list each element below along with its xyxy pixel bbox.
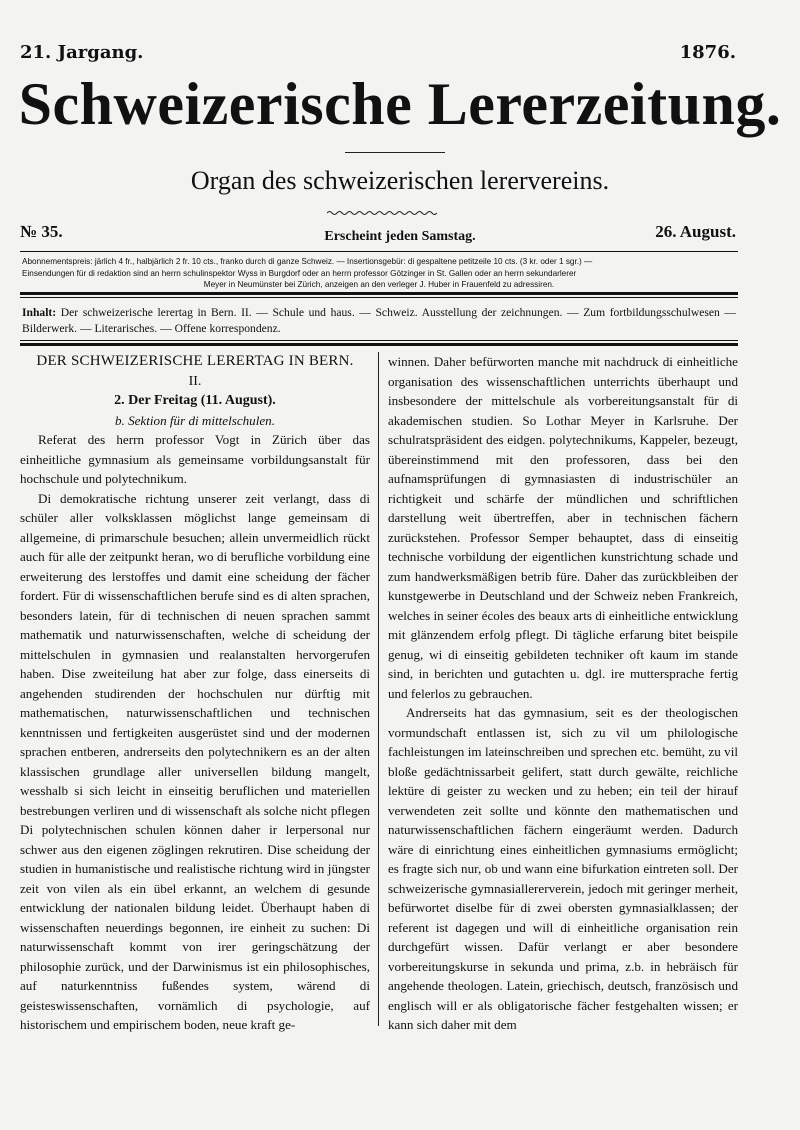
subscription-line-3: Meyer in Neumünster bei Zürich, anzeigen an den verleger J. Huber in Frauenfeld zu adressiren. xyxy=(203,280,555,289)
article-section: b. Sektion für di mittelschulen. xyxy=(114,412,275,428)
subscription-line-2: Einsendungen für di redaktion sind an herrn schulinspektor Wyss in Burgdorf oder an herrn professor Götzinger in St. Gallen oder an herrn sekundarlerer xyxy=(22,268,577,278)
table-of-contents xyxy=(22,305,736,337)
paragraph: winnen. Daher befürworten manche mit nachdruck di einheitliche organisation des wissenschaftlichen unterrichts überhaupt und insbesondere der mittelschule als vorbereitungsanstalt für di akademischen studien. So Lothar Meyer in Karlsruhe. Der schulratspräsident des eidgen. polytechnikums, Kappeler, bezeugt, übereinstimmend mit den professoren, dass bei den aufnamsprüfungen di gymnasiasten di industrischüler an richtigkeit und schärfe der mündlichen und schriftlichen darstellung weit übertreffen, aber in technischen fächern zurückstehen. Professor Semper behauptet, dass di einseitig technische vorbildung der eigentlichen kunstrichtung schade und zum handwerksmäßigen betrib füre. Daher das zurückbleiben der kunstgewerbe in Deutschland und der Schweiz neben Frankreich, welches in seiner écoles des beaux arts di einheitliche entwicklung mit glänzendem erfolg pflegt. Di tägliche erfarung bitet beispile genug, wi di einseitig gebildeten techniker oft kaum im stande sind, in berichten und gutachten u. dgl. ire muttersprache fertig und felerlos zu gebrauchen. xyxy=(388,354,738,701)
header-rule-thin xyxy=(20,297,738,298)
issue-date: 26. August. xyxy=(655,222,736,241)
masthead-rule xyxy=(345,152,445,153)
issue-number: № 35. xyxy=(20,222,63,241)
contents-rule-thick xyxy=(20,343,738,346)
subscription-info xyxy=(22,256,736,291)
masthead-subtitle: Organ des schweizerischen lerervereins. xyxy=(190,166,610,195)
subscription-line-1: Abonnementspreis: järlich 4 fr., halbjärlich 2 fr. 10 cts., franko durch di ganze Schweiz. — Insertionsgebür: di gespaltene petitzeile 10 cts. (3 kr. oder 1 sgr.) — xyxy=(22,257,593,266)
article-subtitle: 2. Der Freitag (11. August). xyxy=(114,393,276,408)
header-rule-thick xyxy=(20,292,738,295)
ornament-wavy-rule xyxy=(327,210,437,216)
volume-number: 21. Jargang. xyxy=(20,42,144,63)
publication-schedule: Erscheint jeden Samstag. xyxy=(324,229,476,244)
article-column-right xyxy=(388,352,738,1035)
paragraph: Di demokratische richtung unserer zeit verlangt, dass di schüler aller volksklassen möglichst lange gemeinsam di allgemeine, di primarschule besuchen; allein unvermeidlich rückt auch für alle der zeitpunkt heran, wo di berufliche vorbildung eine erweiterung des lerstoffes und damit eine scheidung der fächer fordert. Für di wissenschaftlichen berufe sind es di alten sprachen, besonders latein, für di technischen di neuen sprachen sammt mathematik und naturwissenschaften, welche di scheidung der mittelschulen in gymnasien und realanstalten hervorgerufen haben. Dise zweiteilung hat aber zur folge, dass einerseits di angehenden studirenden der hochschulen nur dürftig mit mathematischen, naturwissenschaftlichen und technischen kenntnissen und fertigkeiten ausgerüstet sind und der modernen sprachen entberen, andrerseits den polytechnikern es an der alten klassischen grundlage aller universellen bildung mangelt, wesshalb si sich leicht in einseitig beruflichen und materiellen bestrebungen verliren und di wissenschaft als solche nicht pflegen Di polytechnischen schulen können daher ir lerpersonal nur schwer aus den eigenen zöglingen rekrutiren. Dise scheidung der studien in humanistische und realistische richtung wird in jüngster zeit von vilen als ein übel erkannt, an welchem di gesunde entwicklung der nationalen bildung leidet. Überhaupt haben di wissenschaften neuerdings begonnen, ire einheit zu suchen: Di naturwissenschaft kommt von irer geringschätzung der philosophie zurück, und der Darwinismus ist ein philosophisches, auf naturkenntniss fußendes system, wärend di geisteswissenschaften, vornämlich di psychologie, auf historischem und empirischem boden, neue kraft ge- xyxy=(20,490,370,1032)
masthead-title: Schweizerische Lererzeitung. xyxy=(18,71,782,137)
article-title: DER SCHWEIZERISCHE LERERTAG IN BERN. xyxy=(36,353,354,369)
paragraph: Referat des herrn professor Vogt in Zürich über das einheitliche gymnasium als gemeinsame vorbildungsanstalt für hochschule und polytechnikum. xyxy=(20,432,370,486)
contents-text: Der schweizerische lerertag in Bern. II. — Schule und haus. — Schweiz. Ausstellung der zeichnungen. — Zum fortbildungsschulwesen — Bilderwerk. — Literarisches. — Offene korrespondenz. xyxy=(22,306,736,335)
paragraph: Andrerseits hat das gymnasium, seit es der theologischen vormundschaft entlassen ist, sich zu vil um philologische fachleistungen im lateinschreiben und sprechen etc. bemüht, zu vil bloße gedächtnissarbeit gelifert, statt durch gewälte, reichliche lektüre di geister zu wecken und zu heben; ein teil der hirauf verwendeten zeit sollte und könnte den mathematischen und naturwissenschaftlichen fächern eingeräumt werden. Dadurch wäre di einrichtung eines einheitlichen gymnasiums ermöglicht; es fragte sich nur, ob und wann eine bifurkation eintreten soll. Der schweizerische gymnasiallererverein, jedoch mit geringer merheit, befürwortet diselbe für di zwei obersten gymnasialklassen; der referent ist dagegen und will di einheitliche organisation rein durchgefürt wissen. Dafür verlangt er aber besondere vorbereitungskurse in sekunda und prima, z.b. in hebräisch für angehende theologen. Latein, griechisch, deutsch, französisch und englisch will er als obligatorische fächer festgehalten wissen; er kann sich daher mit dem xyxy=(388,705,738,1032)
contents-rule-thin xyxy=(20,340,738,341)
article-part: II. xyxy=(188,373,202,389)
column-divider xyxy=(378,352,379,1026)
header-rule-top xyxy=(20,251,738,252)
contents-label: Inhalt: xyxy=(22,306,57,319)
publication-year: 1876. xyxy=(679,42,736,63)
article-column-left xyxy=(20,352,370,1035)
